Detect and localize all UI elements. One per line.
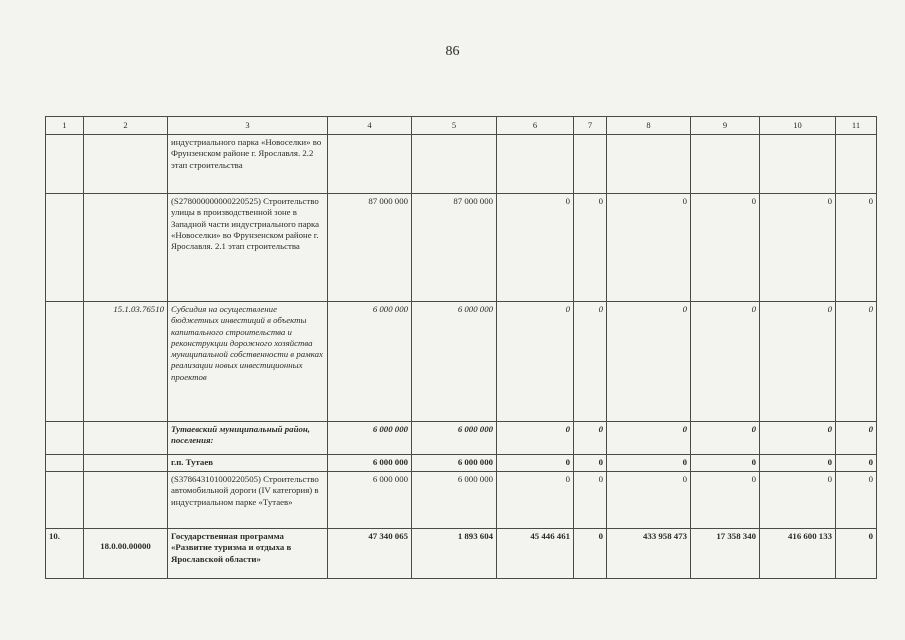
cell-value: 0 <box>836 302 877 422</box>
cell-description: г.п. Тутаев <box>168 455 328 472</box>
cell-value: 6 000 000 <box>328 472 412 529</box>
table-row <box>46 472 877 529</box>
cell-value: 0 <box>836 472 877 529</box>
cell-description: (S378643101000220505) Строительство автомобильной дороги (IV категория) в индустриальном парке «Тутаев» <box>168 472 328 529</box>
cell-value <box>497 135 574 194</box>
cell-value: 0 <box>607 455 691 472</box>
column-header: 6 <box>497 117 574 135</box>
cell-value: 6 000 000 <box>328 422 412 455</box>
cell-value: 6 000 000 <box>412 472 497 529</box>
cell-code <box>84 472 168 529</box>
cell-number <box>46 135 84 194</box>
cell-value <box>328 135 412 194</box>
cell-value <box>574 135 607 194</box>
cell-value: 0 <box>574 472 607 529</box>
cell-code: 18.0.00.00000 <box>84 529 168 579</box>
cell-description: (S278000000000220525) Строительство улицы в производственной зоне в Западной части индустриального парка «Новоселки» во Фрунзенском районе г. Ярославля. 2.1 этап строительства <box>168 194 328 302</box>
cell-value: 0 <box>607 302 691 422</box>
cell-value: 6 000 000 <box>412 422 497 455</box>
cell-value: 0 <box>691 302 760 422</box>
cell-value: 6 000 000 <box>328 302 412 422</box>
table-row <box>46 422 877 455</box>
column-header: 3 <box>168 117 328 135</box>
cell-value: 0 <box>760 302 836 422</box>
cell-number <box>46 455 84 472</box>
cell-code <box>84 135 168 194</box>
cell-value: 0 <box>574 455 607 472</box>
cell-value: 45 446 461 <box>497 529 574 579</box>
cell-value: 0 <box>574 194 607 302</box>
cell-value: 0 <box>836 529 877 579</box>
cell-value: 1 893 604 <box>412 529 497 579</box>
column-header: 11 <box>836 117 877 135</box>
cell-value: 47 340 065 <box>328 529 412 579</box>
cell-value: 0 <box>691 422 760 455</box>
cell-value: 0 <box>607 194 691 302</box>
cell-value: 0 <box>607 422 691 455</box>
cell-value <box>607 135 691 194</box>
cell-value: 87 000 000 <box>412 194 497 302</box>
column-header: 5 <box>412 117 497 135</box>
cell-value: 0 <box>760 472 836 529</box>
cell-value: 6 000 000 <box>328 455 412 472</box>
cell-value: 0 <box>760 194 836 302</box>
cell-value <box>412 135 497 194</box>
cell-value: 0 <box>836 455 877 472</box>
cell-value: 0 <box>691 455 760 472</box>
column-header: 7 <box>574 117 607 135</box>
cell-number <box>46 422 84 455</box>
table-row <box>46 194 877 302</box>
cell-value <box>691 135 760 194</box>
cell-value: 0 <box>574 302 607 422</box>
cell-value: 0 <box>497 422 574 455</box>
cell-value <box>760 135 836 194</box>
cell-value: 0 <box>836 194 877 302</box>
cell-value: 0 <box>574 422 607 455</box>
cell-value: 6 000 000 <box>412 302 497 422</box>
cell-value: 433 958 473 <box>607 529 691 579</box>
cell-number <box>46 302 84 422</box>
cell-number <box>46 194 84 302</box>
cell-value: 416 600 133 <box>760 529 836 579</box>
cell-number: 10. <box>46 529 84 579</box>
cell-value: 0 <box>760 422 836 455</box>
cell-description: Субсидия на осуществление бюджетных инвестиций в объекты капитального строительства и реконструкции дорожного хозяйства муниципальной собственности в рамках реализации новых инвестиционных проектов <box>168 302 328 422</box>
column-header: 4 <box>328 117 412 135</box>
cell-code: 15.1.03.76510 <box>84 302 168 422</box>
column-header: 9 <box>691 117 760 135</box>
cell-code <box>84 422 168 455</box>
page-number: 86 <box>445 44 460 59</box>
cell-code <box>84 455 168 472</box>
cell-value <box>836 135 877 194</box>
cell-value: 87 000 000 <box>328 194 412 302</box>
cell-value: 17 358 340 <box>691 529 760 579</box>
cell-value: 6 000 000 <box>412 455 497 472</box>
cell-value: 0 <box>607 472 691 529</box>
table-row <box>46 455 877 472</box>
table-header-row <box>46 117 877 135</box>
cell-value: 0 <box>836 422 877 455</box>
cell-value: 0 <box>497 472 574 529</box>
column-header: 1 <box>46 117 84 135</box>
cell-description: Государственная программа «Развитие туризма и отдыха в Ярославской области» <box>168 529 328 579</box>
cell-value: 0 <box>497 455 574 472</box>
cell-value: 0 <box>691 194 760 302</box>
cell-value: 0 <box>691 472 760 529</box>
cell-value: 0 <box>760 455 836 472</box>
column-header: 2 <box>84 117 168 135</box>
column-header: 10 <box>760 117 836 135</box>
cell-description: Тутаевский муниципальный район, поселения: <box>168 422 328 455</box>
cell-value: 0 <box>497 302 574 422</box>
cell-number <box>46 472 84 529</box>
cell-value: 0 <box>574 529 607 579</box>
budget-table <box>45 116 877 579</box>
table-row <box>46 529 877 579</box>
table-row <box>46 135 877 194</box>
cell-code <box>84 194 168 302</box>
cell-value: 0 <box>497 194 574 302</box>
column-header: 8 <box>607 117 691 135</box>
cell-description: индустриального парка «Новоселки» во Фрунзенском районе г. Ярославля. 2.2 этап строительства <box>168 135 328 194</box>
table-row <box>46 302 877 422</box>
